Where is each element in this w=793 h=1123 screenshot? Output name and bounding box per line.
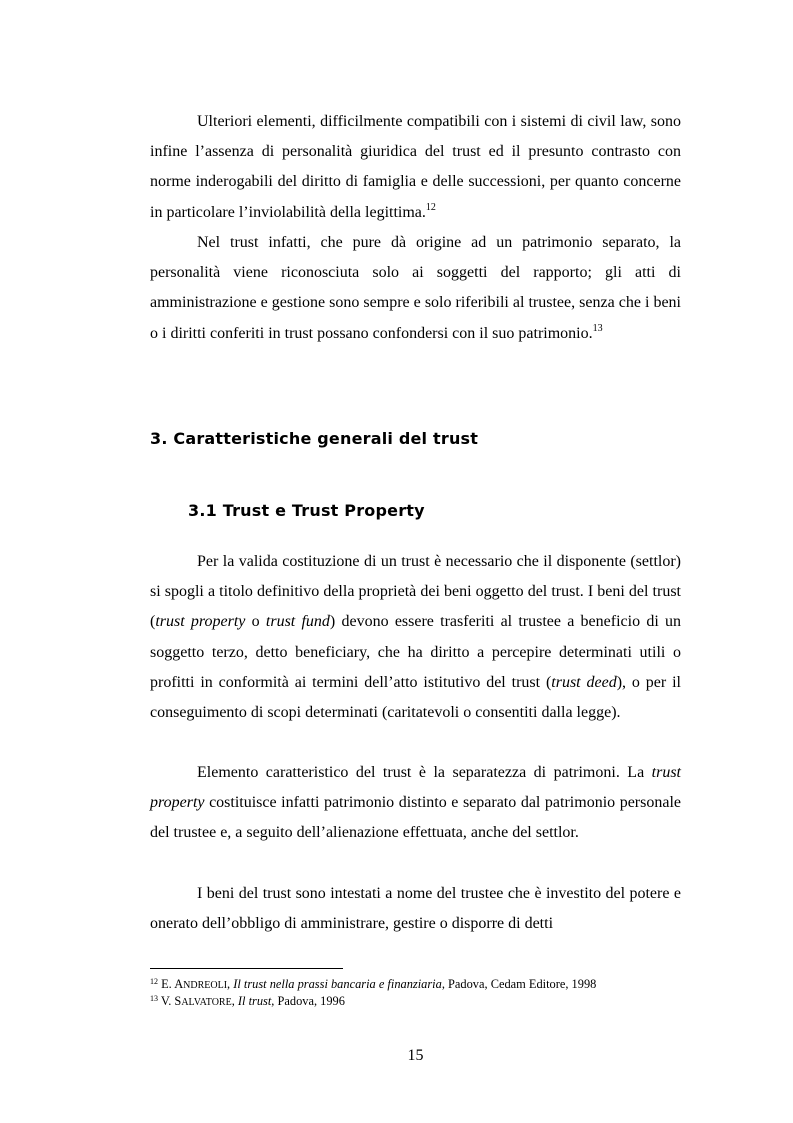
footnote-13 — [150, 994, 690, 1011]
italic-term: trust deed — [551, 673, 617, 691]
footnote-details: , Padova, 1996 — [271, 993, 345, 1008]
footnote-author-initial: E. A — [161, 977, 184, 991]
section-heading: 3. Caratteristiche generali del trust — [150, 429, 479, 448]
paragraph-beni-intestati — [150, 879, 681, 939]
paragraph-text: Nel trust infatti, che pure dà origine ad un patrimonio separato, la personalità viene riconosciuta solo ai soggetti del rapporto; gli atti di amministrazione e gestione sono sempre e solo riferibili al trustee, senza che i beni o i diritti conferiti in trust possano confondersi con il suo patrimonio. — [150, 234, 681, 342]
text-run: Per la valida costituzione di un trust è necessario che il disponente (settlor) si spogli a titolo definitivo della proprietà dei beni oggetto del trust. I beni del trust ( — [150, 553, 681, 631]
page-number: 15 — [407, 1047, 424, 1064]
footnote-title: Il trust nella prassi bancaria e finanziaria — [233, 977, 442, 991]
footnotes — [150, 977, 690, 1010]
text-run: costituisce infatti patrimonio distinto e separato dal patrimonio personale del trustee e, a seguito dell’alienazione effettuata, anche del settlor. — [150, 794, 681, 842]
text-run: Elemento caratteristico del trust è la separatezza di patrimoni. La — [197, 764, 652, 781]
footnote-author-rest: NDREOLI — [183, 980, 228, 991]
footnote-sep: , — [231, 993, 238, 1008]
italic-term: trust property — [150, 764, 681, 812]
text-run: ) devono essere trasferiti al trustee a beneficio di un soggetto terzo, detto beneficiary, che ha diritto a percepire determinati utili o profitti in conformità ai termini dell’atto istitutivo del trust ( — [150, 613, 681, 691]
footnote-title: Il trust — [237, 993, 272, 1008]
italic-term: trust property — [155, 613, 246, 631]
paragraph-patrimonio-separato — [150, 228, 681, 349]
subsection-heading: 3.1 Trust e Trust Property — [188, 501, 425, 520]
paragraph-costituzione-trust — [150, 547, 681, 728]
footnote-sep: , — [227, 977, 234, 991]
italic-term: trust fund — [265, 613, 330, 631]
footnote-12 — [150, 977, 690, 994]
paragraph-text: I beni del trust sono intestati a nome del trustee che è investito del potere e onerato dell’obbligo di amministrare, gestire o disporre di detti — [150, 885, 681, 933]
footnote-ref-13[interactable]: 13 — [592, 322, 603, 334]
text-run: o — [245, 613, 266, 631]
paragraph-separatezza — [150, 758, 681, 849]
footnote-author-initial: V. S — [160, 993, 182, 1008]
text-run: ), o per il conseguimento di scopi determinati (caritatevoli o consentiti dalla legge). — [150, 673, 682, 722]
footnote-details: , Padova, Cedam Editore, 1998 — [441, 977, 597, 991]
footnote-number: 12 — [150, 977, 158, 986]
footnote-separator — [150, 968, 343, 969]
paragraph-civil-law — [150, 107, 681, 228]
footnote-number: 13 — [150, 993, 158, 1003]
paragraph-text: Ulteriori elementi, difficilmente compatibili con i sistemi di civil law, sono infine l’assenza di personalità giuridica del trust ed il presunto contrasto con norme inderogabili del diritto di famiglia e delle successioni, per quanto concerne in particolare l’inviolabilità della legittima. — [150, 113, 681, 221]
footnote-ref-12[interactable]: 12 — [425, 201, 436, 213]
footnote-author-rest: ALVATORE — [181, 996, 232, 1008]
